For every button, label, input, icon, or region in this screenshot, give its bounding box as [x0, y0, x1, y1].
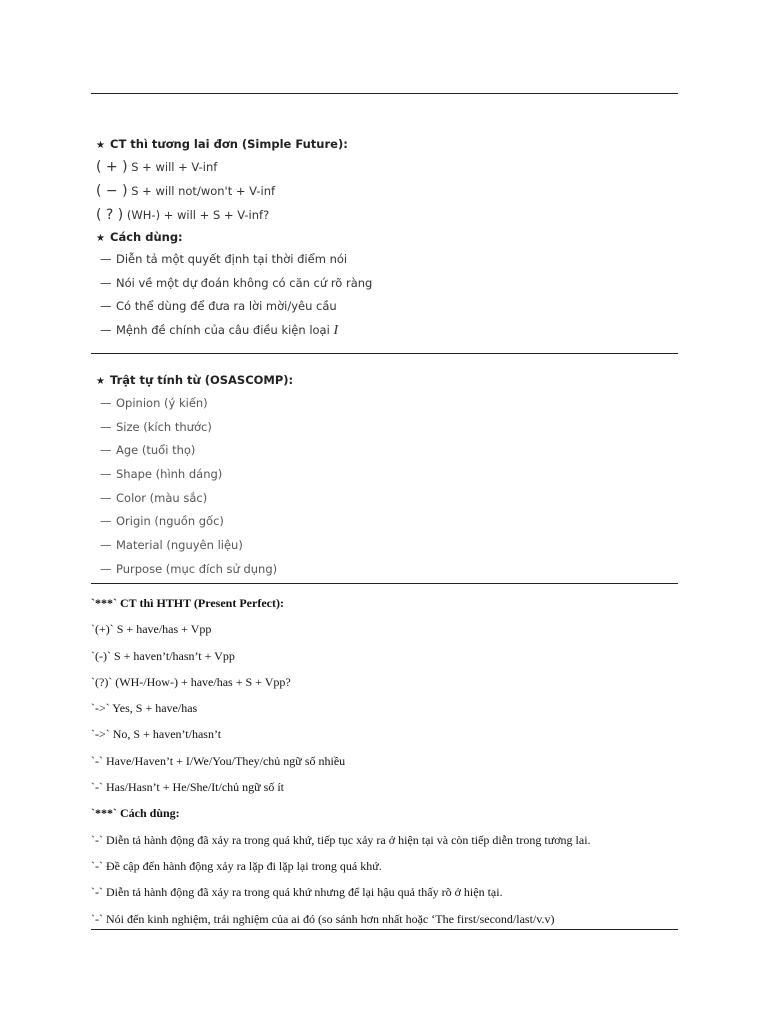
pp-usage-item: `-` Đề cập đến hành động xảy ra lặp đi lặp lại trong quá khứ.	[91, 858, 382, 873]
present-perfect-section	[91, 590, 681, 932]
pp-line: `(?)` (WH-/How-) + have/has + S + Vpp?	[91, 674, 291, 689]
formula-question: ( ? ) (WH-) + will + S + V-inf?	[96, 207, 270, 223]
adjective-order-section	[96, 368, 676, 582]
divider-2	[91, 583, 678, 584]
adjective-order-heading: ★ Trật tự tính từ (OSASCOMP):	[96, 368, 676, 392]
pp-line: `->` Yes, S + have/has	[91, 701, 198, 716]
adjective-order-item: — Size (kích thước)	[100, 419, 212, 434]
star-icon: ★	[96, 233, 105, 244]
formula-negative: ( − ) S + will not/won't + V-inf	[96, 183, 276, 199]
top-divider	[91, 93, 678, 94]
usage-item: — Nói về một dự đoán không có căn cứ rõ ràng	[100, 275, 373, 290]
simple-future-heading: ★ CT thì tương lai đơn (Simple Future):	[96, 134, 676, 155]
divider-1	[91, 353, 678, 354]
adjective-order-item: — Shape (hình dáng)	[100, 467, 223, 482]
pp-line: `(-)` S + haven’t/hasn’t + Vpp	[91, 648, 235, 663]
adjective-order-item: — Age (tuổi thọ)	[100, 443, 196, 458]
pp-usage-item: `-` Diễn tả hành động đã xảy ra trong quá khứ nhưng để lại hậu quả thấy rõ ở hiện tại.	[91, 885, 503, 900]
pp-usage-item: `-` Diễn tả hành động đã xảy ra trong quá khứ, tiếp tục xảy ra ở hiện tại và còn tiếp diễn trong tương lai.	[91, 832, 591, 847]
star-icon: ★	[96, 140, 105, 151]
simple-future-section	[96, 134, 676, 342]
usage-item: — Diễn tả một quyết định tại thời điểm nói	[100, 252, 348, 266]
usage-item: — Mệnh đề chính của câu điều kiện loại I	[100, 322, 339, 338]
pp-line: `-` Have/Haven’t + I/We/You/They/chủ ngữ số nhiều	[91, 753, 346, 768]
adjective-order-item: — Color (màu sắc)	[100, 490, 208, 505]
pp-usage-item: `-` Nói đến kinh nghiệm, trải nghiệm của ai đó (so sánh hơn nhất hoặc ‘The first/second/last/v.v)	[91, 911, 555, 926]
adjective-order-item: — Origin (nguồn gốc)	[100, 514, 224, 529]
usage-item: — Có thể dùng để đưa ra lời mời/yêu cầu	[100, 299, 337, 313]
pp-line: `->` No, S + haven’t/hasn’t	[91, 727, 222, 742]
adjective-order-item: — Purpose (mục đích sử dụng)	[100, 561, 278, 576]
present-perfect-heading: `***` CT thì HTHT (Present Perfect):	[91, 596, 284, 610]
pp-usage-heading: `***` Cách dùng:	[91, 806, 180, 821]
adjective-order-item: — Opinion (ý kiến)	[100, 396, 208, 410]
usage-heading: ★ Cách dùng:	[96, 227, 676, 248]
adjective-order-item: — Material (nguyên liệu)	[100, 538, 243, 553]
formula-positive: ( + ) S + will + V-inf	[96, 159, 218, 175]
pp-line: `(+)` S + have/has + Vpp	[91, 622, 212, 637]
pp-line: `-` Has/Hasn’t + He/She/It/chủ ngữ số ít	[91, 780, 285, 795]
star-icon: ★	[96, 376, 105, 387]
bottom-divider	[91, 929, 678, 930]
